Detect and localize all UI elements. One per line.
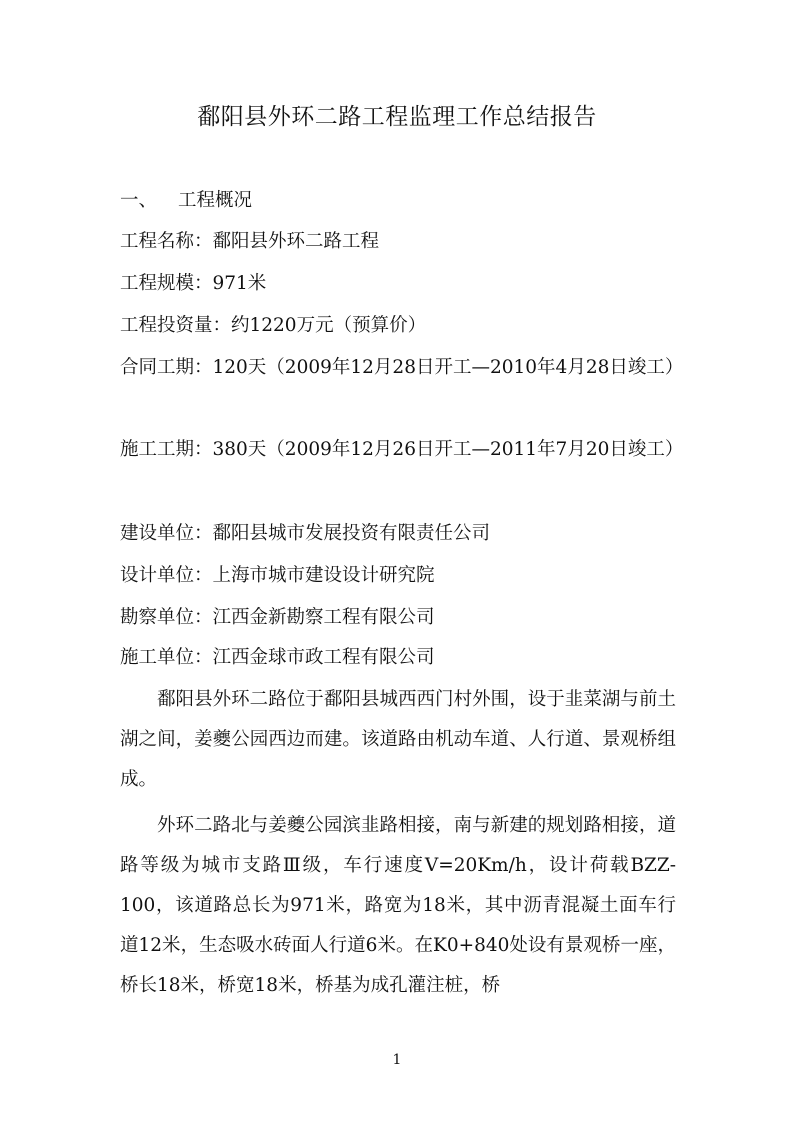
field-investment: 工程投资量：约1220万元（预算价） [120,315,427,336]
paragraph-description: 外环二路北与姜夔公园滨韭路相接，南与新建的规划路相接，道路等级为城市支路Ⅲ级，车行速度V=20Km/h，设计荷载BZZ-100，该道路总长为971米，路宽为18米，其中沥青混凝土面车行道12米，生态吸水砖面人行道6米。在K0+840处设有景观桥一座，桥长18米，桥宽18米，桥基为成孔灌注桩，桥 [120,815,676,996]
paragraph-location: 鄱阳县外环二路位于鄱阳县城西西门村外围，设于韭菜湖与前土湖之间，姜夔公园西边而建。该道路由机动车道、人行道、景观桥组成。 [120,689,676,790]
field-design-unit: 设计单位：上海市城市建设设计研究院 [120,565,435,586]
section-number: 一、 [120,190,158,211]
field-construction-unit: 施工单位：江西金球市政工程有限公司 [120,647,435,668]
page-number: 1 [392,1052,402,1068]
field-survey-unit: 勘察单位：江西金新勘察工程有限公司 [120,607,435,628]
field-contract-period: 合同工期：120天（2009年12月28日开工—2010年4月28日竣工） [120,357,684,378]
section-title: 工程概况 [178,190,253,211]
field-project-name: 工程名称：鄱阳县外环二路工程 [120,231,380,252]
field-project-scale: 工程规模：971米 [120,273,267,294]
field-construction-period: 施工工期：380天（2009年12月26日开工—2011年7月20日竣工） [120,439,684,460]
field-owner-unit: 建设单位：鄱阳县城市发展投资有限责任公司 [120,523,491,544]
document-title: 鄱阳县外环二路工程监理工作总结报告 [197,104,597,130]
section-heading [120,186,252,216]
